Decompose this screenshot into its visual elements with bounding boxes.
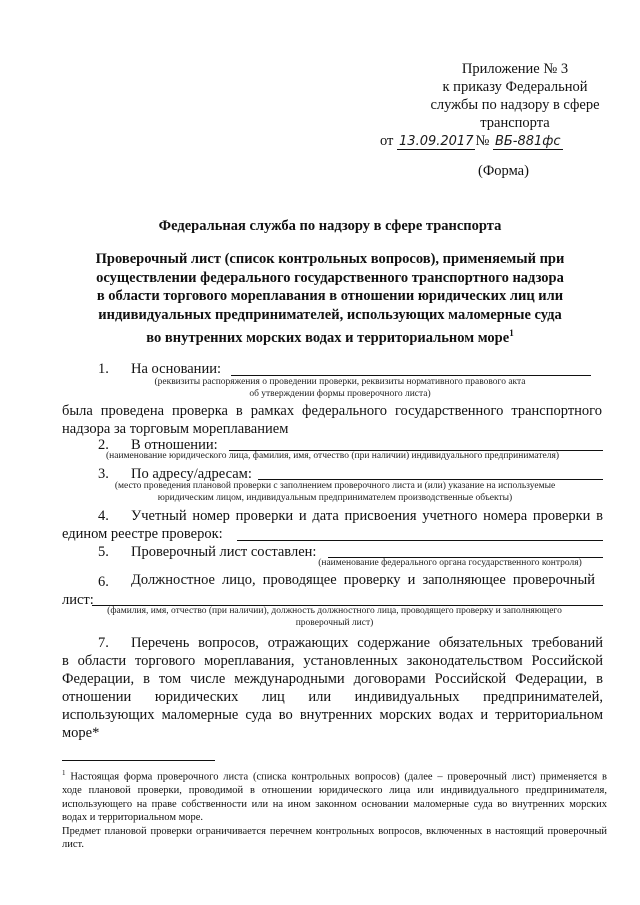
item-5-label: Проверочный лист составлен: (131, 544, 317, 560)
handwritten-number: ВБ-881фс (494, 134, 561, 149)
title-line: в области торгового мореплавания в отношении юридических лиц или (96, 288, 564, 304)
item-7-text: отношении юридических лиц или индивидуальных предпринимателей, (62, 689, 603, 705)
item-6-hint: (фамилия, имя, отчество (при наличии), должность должностного лица, проводящего проверку и заполняющего проверочный лист) (107, 606, 562, 628)
item-4-text: едином реестре проверок: (62, 526, 223, 542)
item-6-text: лист: (62, 592, 94, 608)
item-7-text: в области торгового мореплавания, установленных законодательством Российской (62, 653, 603, 669)
appendix-line: Приложение № 3 (461, 61, 569, 77)
order-date-number (380, 132, 620, 151)
form-label: (Форма) (478, 163, 529, 179)
item-7-text: использующих маломерные суда во внутренних морских водах и территориальном (62, 707, 603, 723)
item-3-field[interactable] (258, 479, 603, 480)
item-7-number: 7. (98, 635, 109, 651)
item-5-number: 5. (98, 544, 109, 560)
handwritten-date: 13.09.2017 (399, 134, 474, 149)
title-line: Проверочный лист (список контрольных вопросов), применяемый при (95, 251, 565, 267)
footnote-line: водах и территориальном море. (62, 812, 204, 823)
item-3-hint: (место проведения плановой проверки с заполнением проверочного листа и (или) указание на используемые юридическим лицом, индивидуальным предпринимателем производственные объекты) (114, 481, 556, 503)
footnote-line: Настоящая форма проверочного листа (списка контрольных вопросов) (далее – проверочный лист) применяется в (70, 771, 607, 783)
item-4-field[interactable] (237, 540, 603, 541)
footnote-divider (62, 760, 215, 761)
item-6-number: 6. (98, 574, 109, 590)
footnote-line: использующего на праве собственности или на ином законном основании маломерные суда во внутренних морских (62, 798, 607, 810)
appendix-line: службы по надзору в сфере (430, 97, 600, 113)
item-3-number: 3. (98, 466, 109, 482)
date-prefix: от (380, 133, 394, 149)
item-1-label: На основании: (131, 361, 221, 377)
document-title (70, 250, 590, 347)
item-7-text: Перечень вопросов, отражающих содержание обязательных требований (131, 635, 603, 651)
item-6-text: Должностное лицо, проводящее проверку и заполняющее проверочный (131, 572, 595, 588)
appendix-line: к приказу Федеральной (442, 79, 588, 95)
item-2-number: 2. (98, 437, 109, 453)
title-line: во внутренних морских водах и территориальном море$^1$ (146, 328, 514, 346)
item-4-text: Учетный номер проверки и дата присвоения учетного номера проверки в (131, 508, 603, 524)
item-1-hint: (реквизиты распоряжения о проведении проверки, реквизиты нормативного правового акта об утверждении формы проверочного листа) (154, 377, 526, 399)
item-1-number: 1. (98, 361, 109, 377)
item-4-number: 4. (98, 508, 109, 524)
item-7-text: море* (62, 725, 100, 741)
item-1-continuation: была проведена проверка в рамках федерального государственного транспортного (62, 403, 602, 419)
number-prefix: № (475, 133, 490, 149)
item-1-field[interactable] (231, 375, 591, 376)
item-1-continuation: надзора за торговым мореплаванием (62, 421, 289, 437)
appendix-line: транспорта (480, 115, 550, 131)
item-2-hint: (наименование юридического лица, фамилия, имя, отчество (при наличии) индивидуального предпринимателя) (106, 451, 559, 461)
item-5-hint: (наименование федерального органа государственного контроля) (318, 558, 582, 568)
item-3-label: По адресу/адресам: (131, 466, 252, 482)
agency-heading: Федеральная служба по надзору в сфере транспорта (158, 218, 502, 234)
footnote-mark: 1 (62, 769, 66, 777)
item-7-text: Федерации, в том числе международными договорами Российской Федерации, в (62, 671, 603, 687)
footnote-ref: 1 (509, 328, 514, 338)
item-2-label: В отношении: (131, 437, 218, 453)
footnote-line: Предмет плановой проверки ограничивается перечнем контрольных вопросов, включенных в настоящий проверочный (62, 825, 607, 837)
title-line: индивидуальных предпринимателей, использующих маломерные суда (98, 306, 562, 323)
appendix-block (415, 60, 615, 132)
footnote-line: лист. (62, 839, 84, 850)
footnote (62, 767, 607, 852)
footnote-line: ходе плановой проверки, проводимой в отношении юридического лица или индивидуального предпринимателя, (62, 785, 607, 796)
title-line: осуществлении федерального государственного транспортного надзора (96, 269, 564, 286)
